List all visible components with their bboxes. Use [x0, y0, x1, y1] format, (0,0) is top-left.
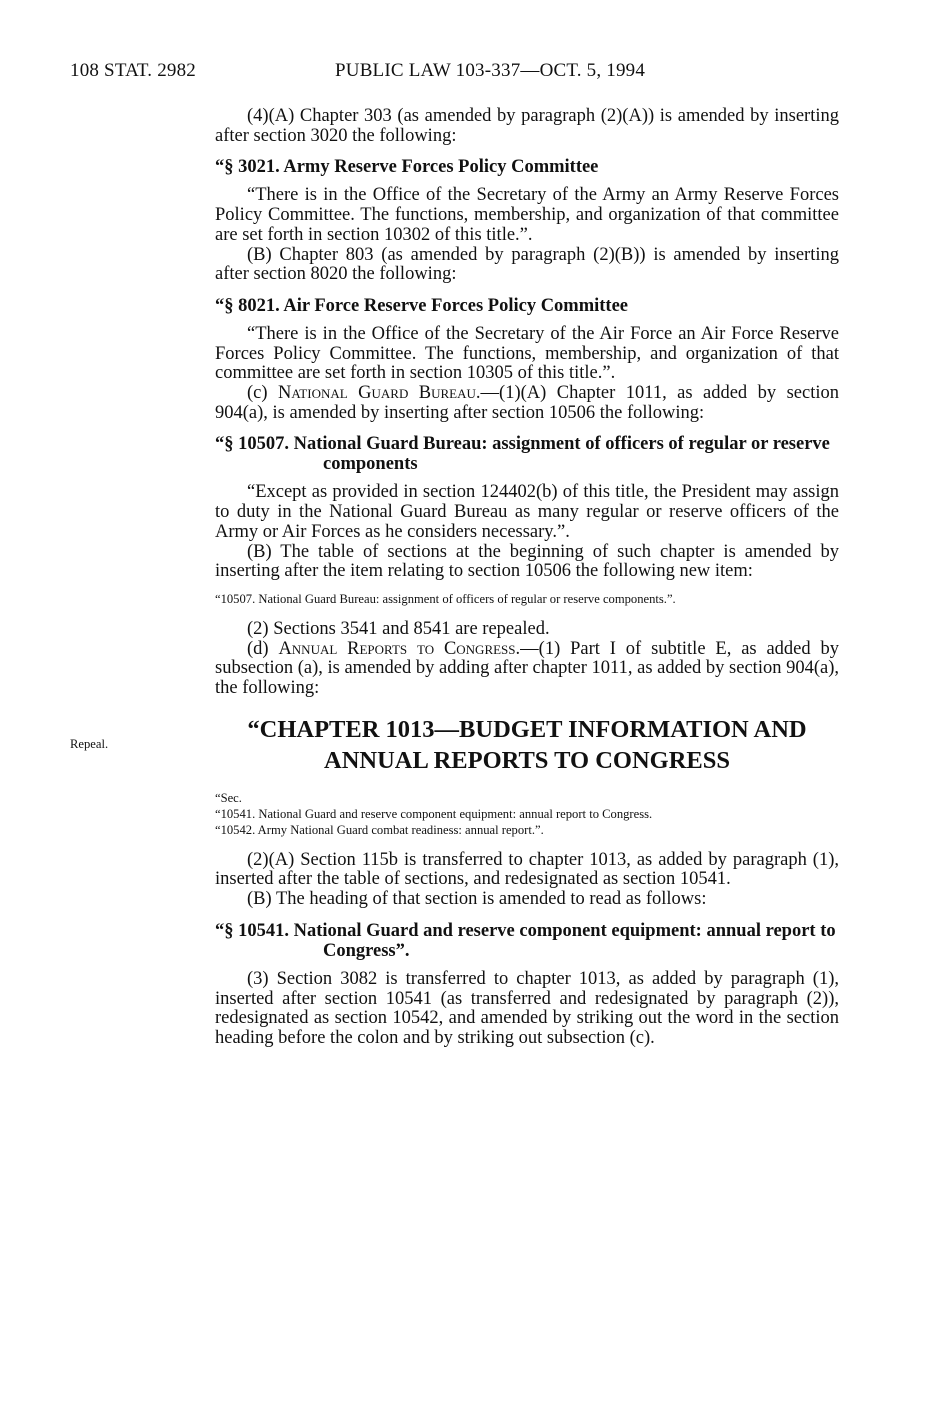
- sec-label: “Sec.: [215, 790, 242, 805]
- paragraph-c-rest: .—(1)(A) Chapter 1011, as added by section 904(a), is amended by inserting after section 10506 the following:: [215, 383, 839, 423]
- paragraph-d-2b: (B) The heading of that section is amended to read as follows:: [247, 889, 707, 910]
- section-heading-3021: “§ 3021. Army Reserve Forces Policy Committee: [215, 157, 599, 178]
- paragraph-c-2-repeal: (2) Sections 3541 and 8541 are repealed.: [247, 618, 550, 639]
- paragraph-c-1b: (B) The table of sections at the beginning of such chapter is amended by inserting after the item relating to section 10506 the following new item:: [215, 541, 839, 582]
- table-of-sections-item-10507: [215, 592, 839, 606]
- paragraph-10507-text: “Except as provided in section 124402(b) of this title, the President may assign to duty in the National Guard Bureau as many regular or reserve officers of the Army or Air Forces as he considers necessary.”.: [215, 482, 839, 542]
- chapter-heading-line-1: “CHAPTER 1013—BUDGET INFORMATION AND: [247, 715, 807, 743]
- page-stat-citation: 108 STAT. 2982: [70, 60, 197, 81]
- sec-list-item-10541: “10541. National Guard and reserve component equipment: annual report to Congress.: [215, 806, 653, 821]
- chapter-1013-section-list: [215, 791, 839, 837]
- paragraph-d-3: (3) Section 3082 is transferred to chapter 1013, as added by paragraph (1), inserted after section 10541 (as transferred and redesignated by paragraph (2)), redesignated as section 10542, and amended by striking out the word in the section heading before the colon and by striking out subsection (c).: [215, 968, 839, 1048]
- chapter-1013-heading: [215, 714, 839, 776]
- paragraph-c-caption: National Guard Bureau: [278, 383, 476, 404]
- paragraph-c-national-guard-bureau: [215, 384, 839, 423]
- document-body: [215, 107, 839, 1049]
- paragraph-4a: (4)(A) Chapter 303 (as amended by paragraph (2)(A)) is amended by inserting after section 3020 the following:: [215, 106, 839, 146]
- paragraph-c-lead: (c): [247, 383, 278, 404]
- paragraph-d-caption: Annual Reports to Congress: [278, 638, 516, 659]
- table-item-text: “10507. National Guard Bureau: assignment of officers of regular or reserve components.”.: [215, 591, 676, 606]
- paragraph-4b: (B) Chapter 803 (as amended by paragraph (2)(B)) is amended by inserting after section 8020 the following:: [215, 244, 839, 285]
- section-heading-10541: “§ 10541. National Guard and reserve component equipment: annual report to Congress”.: [215, 920, 836, 961]
- section-heading-8021: “§ 8021. Air Force Reserve Forces Policy Committee: [215, 295, 629, 316]
- sec-list-item-10542: “10542. Army National Guard combat readiness: annual report.”.: [215, 822, 544, 837]
- section-heading-10507: “§ 10507. National Guard Bureau: assignment of officers of regular or reserve components: [215, 434, 830, 475]
- paragraph-8021-text: “There is in the Office of the Secretary of the Air Force an Air Force Reserve Forces Policy Committee. The functions, membership, and organization of that committee are set forth in section 10305 of this title.”.: [215, 323, 839, 384]
- chapter-heading-line-2: ANNUAL REPORTS TO CONGRESS: [324, 746, 730, 774]
- margin-note-repeal: Repeal.: [70, 737, 109, 751]
- paragraph-d-annual-reports: [215, 640, 839, 699]
- paragraph-d-2a: (2)(A) Section 115b is transferred to chapter 1013, as added by paragraph (1), inserted after the table of sections, and redesignated as section 10541.: [215, 849, 839, 890]
- paragraph-3021-text: “There is in the Office of the Secretary of the Army an Army Reserve Forces Policy Committee. The functions, membership, and organization of that committee are set forth in section 10302 of this title.”.: [215, 185, 839, 245]
- paragraph-d-rest: .—(1) Part I of subtitle E, as added by subsection (a), is amended by adding after chapter 1011, as added by section 904(a), the following:: [215, 638, 840, 699]
- paragraph-d-lead: (d): [247, 638, 279, 659]
- page-running-title: PUBLIC LAW 103-337—OCT. 5, 1994: [335, 60, 646, 81]
